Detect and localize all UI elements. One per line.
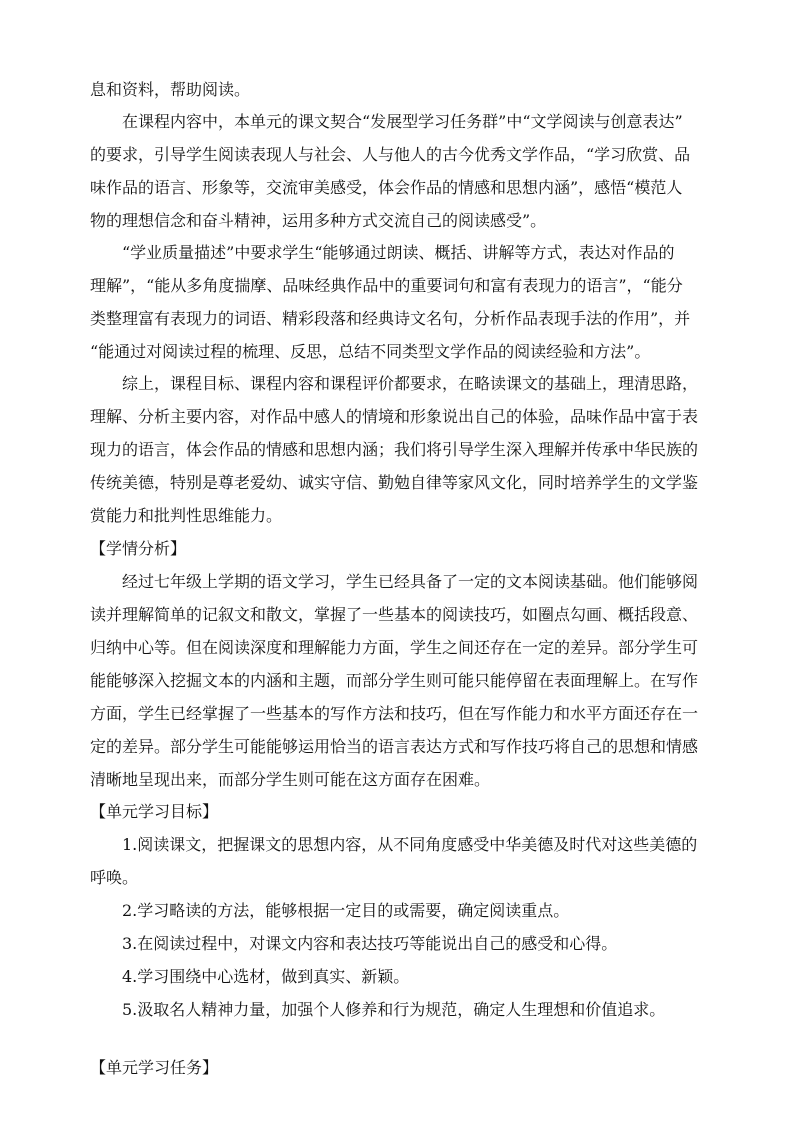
goal-item-5: 5.汲取名人精神力量，加强个人修养和行为规范，确定人生理想和价值追求。 <box>122 1000 666 1019</box>
para4-line-5: 方面，学生已经掌握了一些基本的写作方法和技巧，但在写作能力和水平方面还存在一 <box>90 704 699 723</box>
section-heading-xueqing: 【学情分析】 <box>90 539 187 558</box>
goal-item-1: 1.阅读课文，把握课文的思想内容，从不同角度感受中华美德及时代对这些美德的 <box>122 835 698 854</box>
para4-line-2: 读并理解简单的记叙文和散文，掌握了一些基本的阅读技巧，如圈点勾画、概括段意、 <box>90 605 699 624</box>
para2-line-1: “学业质量描述”中要求学生“能够通过朗读、概括、讲解等方式，表达对作品的 <box>122 243 675 262</box>
para4-line-3: 归纳中心等。但在阅读深度和理解能力方面，学生之间还存在一定的差异。部分学生可 <box>90 638 699 657</box>
para3-line-3: 现力的语言，体会作品的情感和思想内涵；我们将引导学生深入理解并传承中华民族的 <box>90 440 699 459</box>
para4-line-4: 能能够深入挖掘文本的内涵和主题，而部分学生则可能只能停留在表面理解上。在写作 <box>90 671 699 690</box>
para1-line-4: 物的理想信念和奋斗精神，运用多种方式交流自己的阅读感受”。 <box>90 211 547 230</box>
para1-line-3: 味作品的语言、形象等，交流审美感受，体会作品的情感和思想内涵”，感悟“模范人 <box>90 178 683 197</box>
para2-line-3: 类整理富有表现力的词语、精彩段落和经典诗文名句，分析作品表现手法的作用”，并 <box>90 309 691 328</box>
para2-line-2: 理解”，“能从多角度揣摩、品味经典作品中的重要词句和富有表现力的语言”，“能分 <box>90 276 683 295</box>
para1-line-1: 在课程内容中，本单元的课文契合“发展型学习任务群”中“文学阅读与创意表达” <box>122 112 683 131</box>
para3-line-5: 赏能力和批判性思维能力。 <box>90 506 283 525</box>
para3-line-1: 综上，课程目标、课程内容和课程评价都要求，在略读课文的基础上，理清思路， <box>122 374 699 393</box>
para4-line-1: 经过七年级上学期的语文学习，学生已经具备了一定的文本阅读基础。他们能够阅 <box>122 572 699 591</box>
goal-item-2: 2.学习略读的方法，能够根据一定目的或需要，确定阅读重点。 <box>122 901 570 920</box>
goal-item-1-cont: 呼唤。 <box>90 868 139 887</box>
section-heading-goals: 【单元学习目标】 <box>90 802 219 821</box>
section-heading-tasks: 【单元学习任务】 <box>90 1058 219 1077</box>
para4-line-6: 定的差异。部分学生可能能够运用恰当的语言表达方式和写作技巧将自己的思想和情感 <box>90 737 699 756</box>
goal-item-3: 3.在阅读过程中，对课文内容和表达技巧等能说出自己的感受和心得。 <box>122 934 618 953</box>
para3-line-4: 传统美德，特别是尊老爱幼、诚实守信、勤勉自律等家风文化，同时培养学生的文学鉴 <box>90 473 699 492</box>
para3-line-2: 理解、分析主要内容，对作品中感人的情境和形象说出自己的体验，品味作品中富于表 <box>90 407 699 426</box>
para2-line-4: “能通过对阅读过程的梳理、反思，总结不同类型文学作品的阅读经验和方法”。 <box>90 342 651 361</box>
goal-item-4: 4.学习围绕中心选材，做到真实、新颖。 <box>122 967 410 986</box>
para1-line-2: 的要求，引导学生阅读表现人与社会、人与他人的古今优秀文学作品，“学习欣赏、品 <box>90 145 691 164</box>
intro-tail-line: 息和资料，帮助阅读。 <box>90 80 251 99</box>
para4-line-7: 清晰地呈现出来，而部分学生则可能在这方面存在困难。 <box>90 770 491 789</box>
